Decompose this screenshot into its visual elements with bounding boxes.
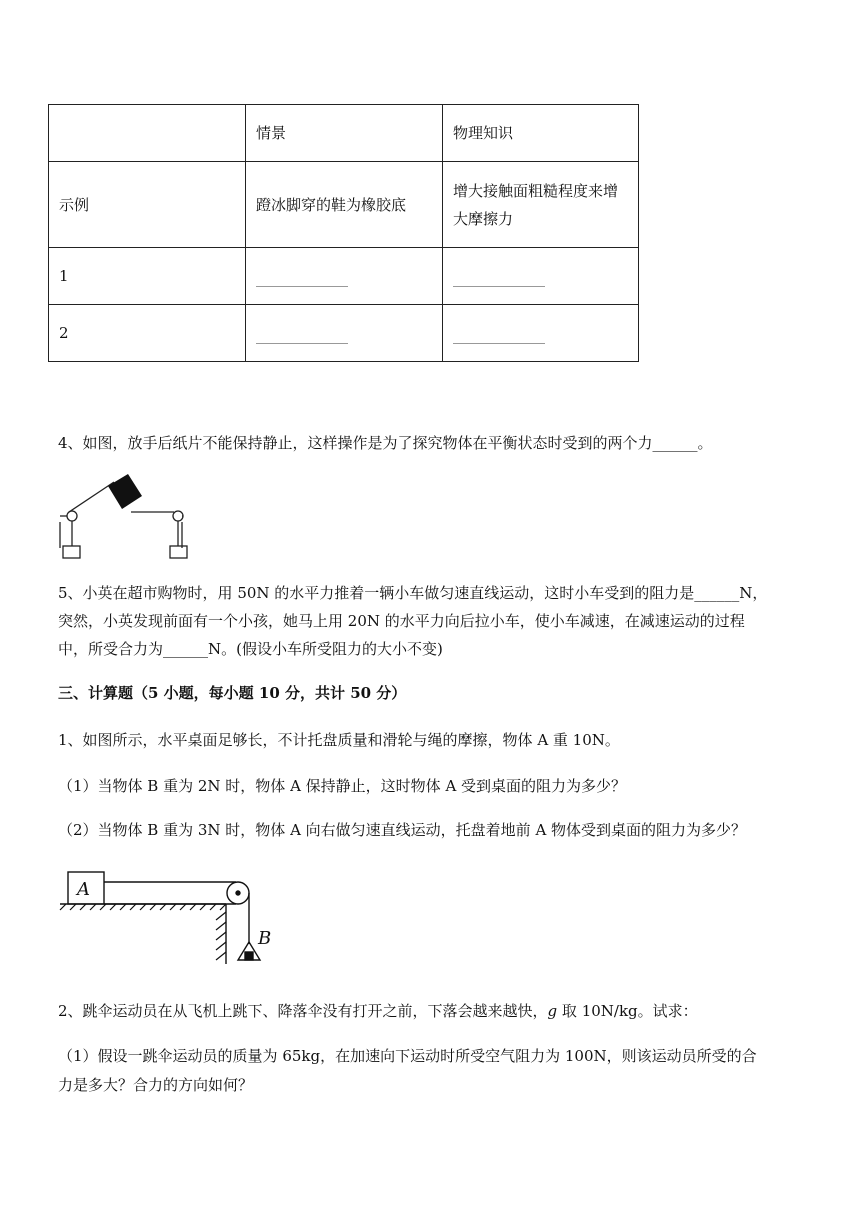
- answer-blank[interactable]: [453, 286, 545, 287]
- table-header-cell: 物理知识: [443, 105, 639, 162]
- answer-blank[interactable]: [256, 286, 348, 287]
- table-row-label: 1: [49, 248, 246, 305]
- paper-card: [108, 474, 142, 509]
- table-row: [49, 248, 639, 305]
- calc-1-sub-1: （1）当物体 B 重为 2N 时，物体 A 保持静止，这时物体 A 受到桌面的阻力为多少？: [58, 777, 627, 795]
- question-5-line-3: 中，所受合力为______N。(假设小车所受阻力的大小不变): [58, 640, 443, 658]
- left-pulley: [67, 511, 77, 521]
- answer-blank[interactable]: [453, 343, 545, 344]
- left-string: [69, 482, 114, 512]
- table-cell-scene: 蹬冰脚穿的鞋为橡胶底: [246, 162, 443, 248]
- right-weight: [170, 546, 187, 558]
- calc-2-stem: [58, 996, 806, 1026]
- calc-2-stem-pre: 2、跳伞运动员在从飞机上跳下、降落伞没有打开之前，下落会越来越快，: [58, 1002, 548, 1020]
- table-cell-blank[interactable]: [443, 248, 639, 305]
- table-header-cell: [49, 105, 246, 162]
- table-hatching: [60, 904, 226, 960]
- question-5-line-1: 5、小英在超市购物时，用 50N 的水平力推着一辆小车做匀速直线运动，这时小车受到的阻力是______N，: [58, 584, 768, 602]
- table-header-cell: 情景: [246, 105, 443, 162]
- calc-2-sub-1-line-1: （1）假设一跳伞运动员的质量为 65kg，在加速向下运动时所受空气阻力为 100N，则该运动员所受的合: [58, 1047, 757, 1065]
- calc-2-sub-1-line-2: 力是多大？合力的方向如何？: [58, 1076, 254, 1094]
- pulley-card-figure: [56, 472, 196, 564]
- calc-1-stem: 1、如图所示，水平桌面足够长，不计托盘质量和滑轮与绳的摩擦，物体 A 重 10N。: [58, 731, 620, 749]
- calc-2-stem-post: 取 10N/kg。试求：: [557, 1002, 698, 1020]
- answer-blank[interactable]: [256, 343, 348, 344]
- table-row-label: 2: [49, 305, 246, 362]
- table-cell-blank[interactable]: [246, 305, 443, 362]
- table-pulley-figure: [56, 868, 286, 970]
- calc-2-g-symbol: g: [547, 1002, 558, 1020]
- right-pulley: [173, 511, 183, 521]
- left-weight: [63, 546, 80, 558]
- calc-1-sub-2: （2）当物体 B 重为 3N 时，物体 A 向右做匀速直线运动，托盘着地前 A 物体受到桌面的阻力为多少？: [58, 821, 747, 839]
- question-5-line-2: 突然，小英发现前面有一个小孩，她马上用 20N 的水平力向后拉小车，使小车减速，在减速运动的过程: [58, 612, 745, 630]
- knowledge-table: [48, 104, 639, 362]
- question-4: 4、如图，放手后纸片不能保持静止，这样操作是为了探究物体在平衡状态时受到的两个力______。: [58, 434, 713, 452]
- table-cell-blank[interactable]: [246, 248, 443, 305]
- section-heading: 三、计算题（5 小题，每小题 10 分，共计 50 分）: [58, 684, 407, 702]
- table-row: [49, 162, 639, 248]
- table-cell-knowledge: 增大接触面粗糙程度来增大摩擦力: [443, 162, 639, 248]
- table-header-row: [49, 105, 639, 162]
- table-row-label: 示例: [49, 162, 246, 248]
- label-b: B: [258, 928, 272, 949]
- table-row: [49, 305, 639, 362]
- table-cell-blank[interactable]: [443, 305, 639, 362]
- label-a: A: [77, 879, 90, 900]
